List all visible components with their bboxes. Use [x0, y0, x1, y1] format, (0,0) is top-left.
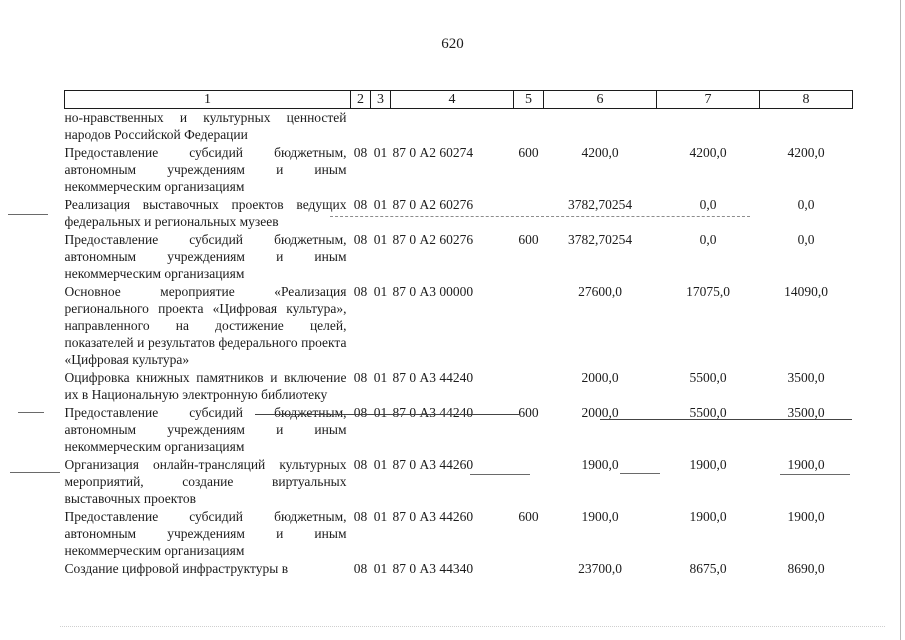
- row-amount-year-2: 0,0: [699, 197, 717, 212]
- row-expense-type-code: 600: [518, 509, 539, 524]
- scan-artifact: [330, 216, 750, 217]
- row-section-code: 08: [353, 232, 368, 247]
- header-col-5: 5: [514, 91, 544, 109]
- row-subsection-code: 01: [373, 509, 388, 524]
- row-subsection-code: 01: [373, 457, 388, 472]
- row-section-code: 08: [353, 145, 368, 160]
- row-target-code: 87 0 А2 60274: [392, 145, 474, 160]
- row-amount-year-3: 3500,0: [787, 405, 825, 420]
- row-target-code: 87 0 А3 44240: [392, 370, 474, 385]
- header-col-7: 7: [657, 91, 760, 109]
- row-amount-year-3: 1900,0: [787, 457, 825, 472]
- row-section-code: [351, 109, 371, 145]
- row-name: Предоставление субсидий бюджетным, автономным учреждениям и иным некоммерческим организациям: [64, 232, 347, 281]
- row-name: Предоставление субсидий бюджетным, автономным учреждениям и иным некоммерческим организациям: [64, 145, 347, 194]
- row-amount-year-2: 4200,0: [689, 145, 727, 160]
- row-name: Основное мероприятие «Реализация регионального проекта «Цифровая культура», направленного на достижение целей, показателей и результатов федерального проекта «Цифровая культура»: [64, 284, 347, 367]
- row-name: Предоставление субсидий бюджетным, автономным учреждениям и иным некоммерческим организациям: [64, 509, 347, 558]
- row-name: Предоставление субсидий бюджетным, автономным учреждениям и иным некоммерческим организациям: [64, 405, 347, 454]
- row-section-code: 08: [353, 284, 368, 299]
- row-subsection-code: 01: [373, 145, 388, 160]
- table-row: [65, 404, 853, 456]
- row-subsection-code: 01: [373, 561, 388, 576]
- scan-artifact: [18, 412, 44, 413]
- row-amount-year-3: 14090,0: [784, 284, 828, 299]
- row-amount-year-2: 5500,0: [689, 405, 727, 420]
- table-row: [65, 560, 853, 578]
- table-row: [65, 231, 853, 283]
- row-amount-year-2: 0,0: [699, 232, 717, 247]
- scan-artifact: [60, 626, 885, 627]
- row-amount-year-1: 3782,70254: [567, 232, 633, 247]
- header-col-1: 1: [65, 91, 351, 109]
- row-expense-type-code: 600: [518, 145, 539, 160]
- row-amount-year-1: 2000,0: [581, 405, 619, 420]
- row-expense-type-code: 600: [518, 405, 539, 420]
- budget-table: [64, 90, 853, 578]
- scan-artifact: [620, 473, 660, 474]
- table-row: [65, 196, 853, 231]
- row-name: Реализация выставочных проектов ведущих федеральных и региональных музеев: [64, 197, 347, 229]
- row-amount-year-3: 0,0: [797, 197, 815, 212]
- row-expense-type-code: [514, 369, 544, 404]
- row-target-code: 87 0 А2 60276: [392, 232, 474, 247]
- row-amount-year-2: 17075,0: [686, 284, 730, 299]
- row-target-code: 87 0 А3 44340: [392, 561, 474, 576]
- row-amount-year-2: 1900,0: [689, 457, 727, 472]
- header-col-4: 4: [391, 91, 514, 109]
- row-subsection-code: 01: [373, 405, 388, 420]
- scan-artifact: [600, 419, 852, 420]
- row-target-code: [391, 109, 514, 145]
- row-amount-year-1: [544, 109, 657, 145]
- header-col-8: 8: [760, 91, 853, 109]
- table-header-row: [65, 91, 853, 109]
- row-section-code: 08: [353, 405, 368, 420]
- header-col-2: 2: [351, 91, 371, 109]
- row-amount-year-3: [760, 109, 853, 145]
- row-amount-year-1: 2000,0: [581, 370, 619, 385]
- row-amount-year-3: 8690,0: [787, 561, 825, 576]
- scan-artifact: [10, 472, 60, 473]
- row-amount-year-2: 5500,0: [689, 370, 727, 385]
- header-col-3: 3: [371, 91, 391, 109]
- row-amount-year-1: 23700,0: [578, 561, 622, 576]
- row-expense-type-code: 600: [518, 232, 539, 247]
- row-target-code: 87 0 А2 60276: [392, 197, 474, 212]
- row-expense-type-code: [514, 283, 544, 369]
- row-target-code: 87 0 А3 44260: [392, 457, 474, 472]
- row-subsection-code: 01: [373, 370, 388, 385]
- row-target-code: 87 0 А3 44240: [392, 405, 474, 420]
- row-amount-year-3: 0,0: [797, 232, 815, 247]
- header-col-6: 6: [544, 91, 657, 109]
- row-section-code: 08: [353, 509, 368, 524]
- table-body: [65, 109, 853, 579]
- row-amount-year-1: 4200,0: [581, 145, 619, 160]
- row-subsection-code: 01: [373, 232, 388, 247]
- row-amount-year-3: 4200,0: [787, 145, 825, 160]
- table-row: [65, 508, 853, 560]
- row-subsection-code: 01: [373, 284, 388, 299]
- row-name: Организация онлайн-трансляций культурных мероприятий, создание виртуальных выставочных проектов: [64, 457, 347, 506]
- scan-artifact: [8, 214, 48, 215]
- row-amount-year-2: 8675,0: [689, 561, 727, 576]
- page-edge: [900, 0, 901, 640]
- row-expense-type-code: [514, 196, 544, 231]
- row-subsection-code: [371, 109, 391, 145]
- row-section-code: 08: [353, 197, 368, 212]
- page-number: 620: [441, 36, 464, 52]
- scan-artifact: [470, 474, 530, 475]
- row-amount-year-1: 3782,70254: [567, 197, 633, 212]
- row-expense-type-code: [514, 456, 544, 508]
- row-amount-year-2: [657, 109, 760, 145]
- row-amount-year-1: 1900,0: [581, 509, 619, 524]
- table-row: [65, 369, 853, 404]
- row-amount-year-3: 3500,0: [787, 370, 825, 385]
- row-section-code: 08: [353, 457, 368, 472]
- table-row: [65, 144, 853, 196]
- row-name: но-нравственных и культурных ценностей народов Российской Федерации: [64, 110, 347, 142]
- row-amount-year-1: 27600,0: [578, 284, 622, 299]
- row-name: Оцифровка книжных памятников и включение их в Национальную электронную библиотеку: [64, 370, 347, 402]
- row-amount-year-3: 1900,0: [787, 509, 825, 524]
- row-subsection-code: 01: [373, 197, 388, 212]
- row-target-code: 87 0 А3 00000: [392, 284, 474, 299]
- row-amount-year-1: 1900,0: [581, 457, 619, 472]
- row-section-code: 08: [353, 561, 368, 576]
- row-amount-year-2: 1900,0: [689, 509, 727, 524]
- table-row: [65, 456, 853, 508]
- scan-artifact: [255, 414, 520, 415]
- row-name: Создание цифровой инфраструктуры в: [64, 561, 289, 576]
- row-target-code: 87 0 А3 44260: [392, 509, 474, 524]
- table-row: [65, 109, 853, 145]
- row-expense-type-code: [514, 109, 544, 145]
- table-row: [65, 283, 853, 369]
- row-section-code: 08: [353, 370, 368, 385]
- row-expense-type-code: [514, 560, 544, 578]
- scan-artifact: [780, 474, 850, 475]
